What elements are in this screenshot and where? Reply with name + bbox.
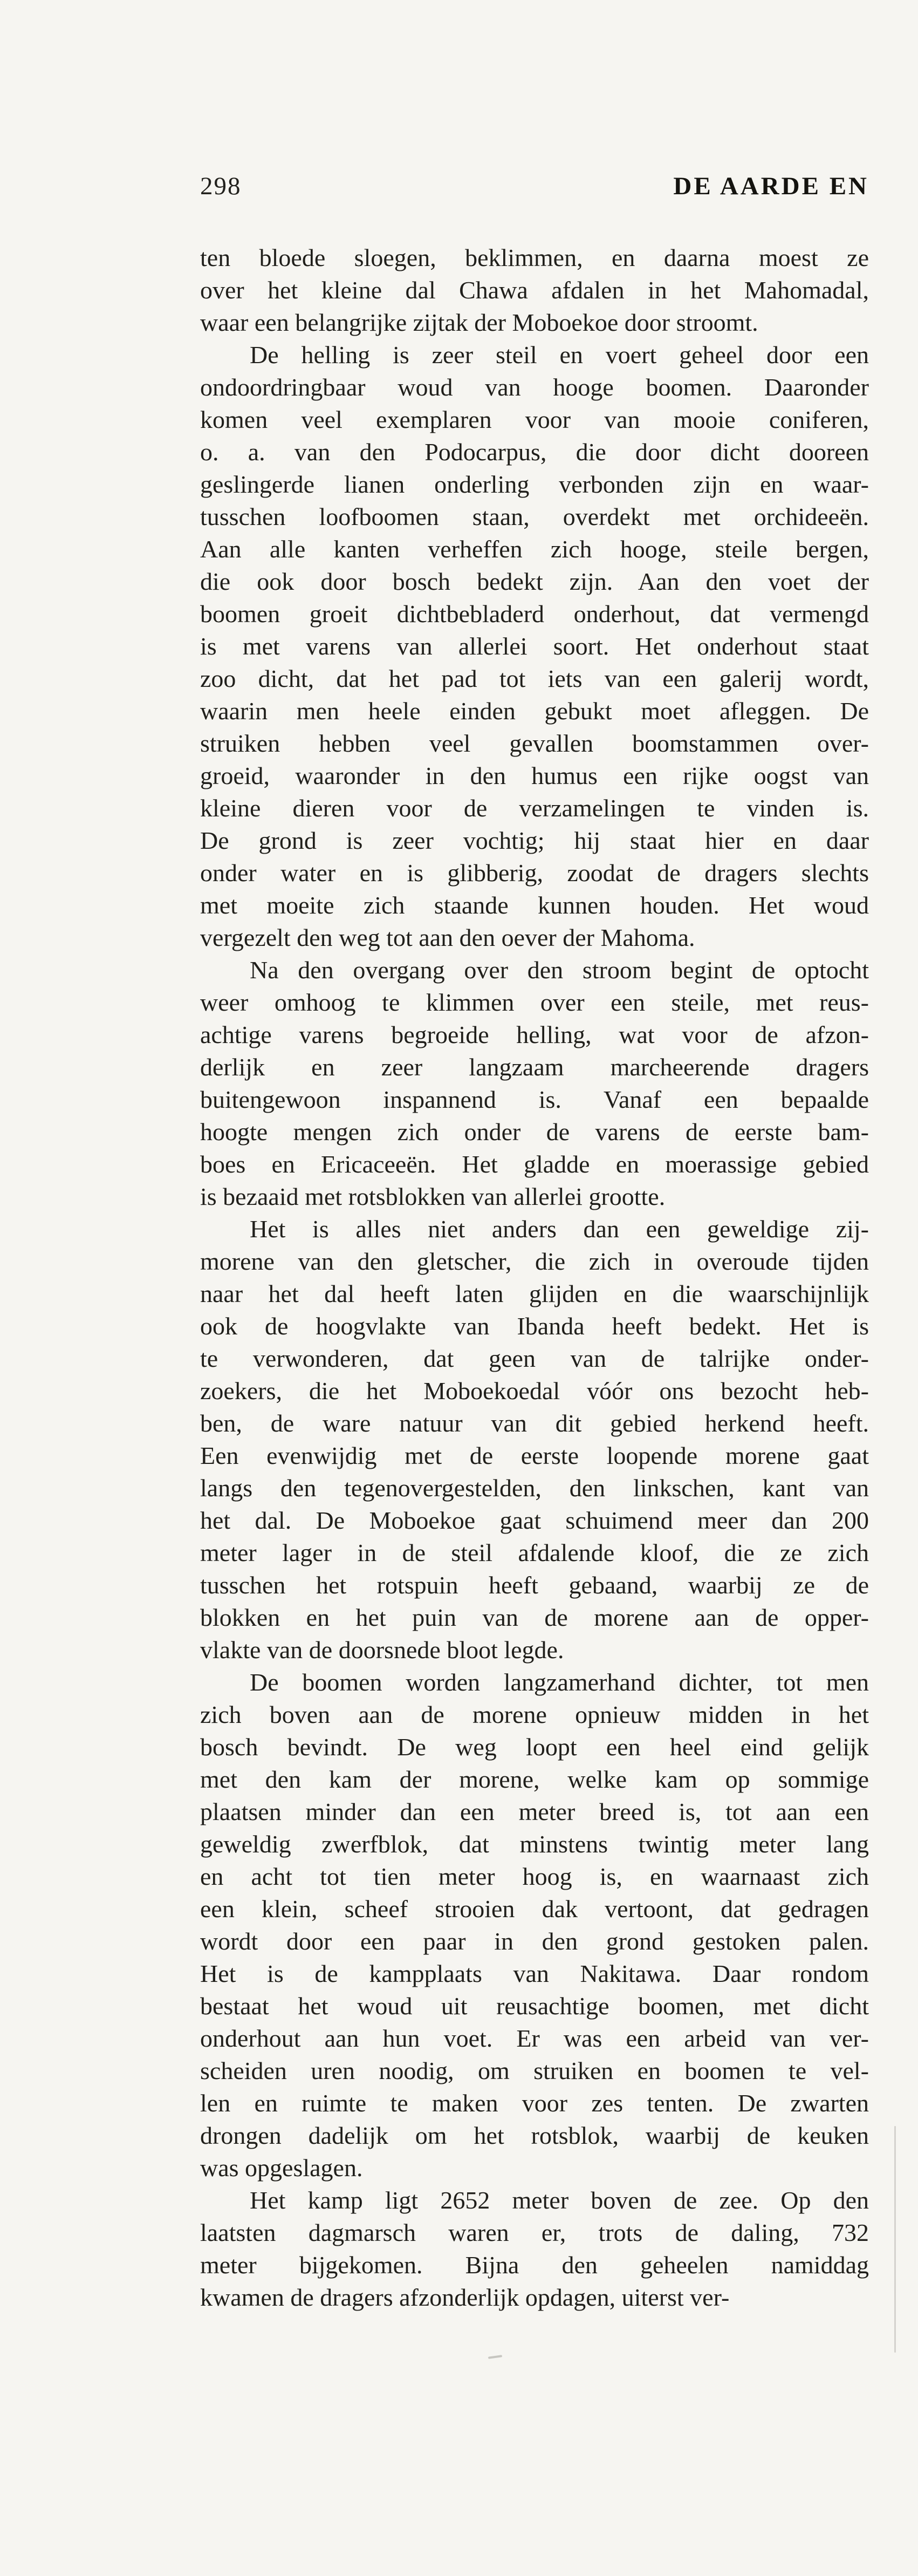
- text-line: bestaat het woud uit reusachtige boomen, met dicht: [200, 1992, 869, 2020]
- text-line: onderhout aan hun voet. Er was een arbeid van ver-: [200, 2025, 869, 2052]
- page-number: 298: [200, 172, 242, 200]
- text-line: boes en Ericaceeën. Het gladde en moerassige gebied: [200, 1150, 869, 1178]
- text-line: Het is de kampplaats van Nakitawa. Daar rondom: [200, 1960, 869, 1987]
- text-line: waar een belangrijke zijtak der Moboekoe door stroomt.: [200, 309, 758, 336]
- text-line: scheiden uren noodig, om struiken en boomen te vel-: [200, 2057, 869, 2084]
- text-line: is bezaaid met rotsblokken van allerlei grootte.: [200, 1183, 666, 1210]
- text-line: het dal. De Moboekoe gaat schuimend meer dan 200: [200, 1507, 869, 1534]
- text-line: ten bloede sloegen, beklimmen, en daarna moest ze: [200, 244, 869, 271]
- scan-artifact-mark: [488, 2355, 502, 2359]
- text-line: te verwonderen, dat geen van de talrijke onder-: [200, 1345, 869, 1372]
- text-line: zoekers, die het Moboekoedal vóór ons bezocht heb-: [200, 1377, 869, 1405]
- paragraph: [200, 1666, 869, 2184]
- text-line: tusschen loofboomen staan, overdekt met orchideeën.: [200, 503, 869, 530]
- text-line: onder water en is glibberig, zoodat de dragers slechts: [200, 859, 869, 887]
- text-line: weer omhoog te klimmen over een steile, met reus-: [200, 989, 869, 1016]
- text-line: zoo dicht, dat het pad tot iets van een galerij wordt,: [200, 665, 869, 692]
- text-line: Aan alle kanten verheffen zich hooge, steile bergen,: [200, 535, 869, 563]
- text-line: meter lager in de steil afdalende kloof, die ze zich: [200, 1539, 869, 1566]
- text-line: boomen groeit dichtbebladerd onderhout, dat vermengd: [200, 600, 869, 628]
- scan-artifact-line: [894, 2126, 896, 2353]
- text-line: met moeite zich staande kunnen houden. Het woud: [200, 891, 869, 919]
- text-line: plaatsen minder dan een meter breed is, tot aan een: [200, 1798, 869, 1825]
- text-line: ondoordringbaar woud van hooge boomen. Daaronder: [200, 373, 869, 401]
- text-line: waarin men heele einden gebukt moet afleggen. De: [200, 697, 869, 725]
- text-line: tusschen het rotspuin heeft gebaand, waarbij ze de: [200, 1571, 869, 1599]
- page-body: [200, 242, 869, 2314]
- text-line: wordt door een paar in den grond gestoken palen.: [200, 1927, 869, 1955]
- text-line: bosch bevindt. De weg loopt een heel eind gelijk: [200, 1733, 869, 1761]
- text-line: hoogte mengen zich onder de varens de eerste bam-: [200, 1118, 869, 1146]
- text-line: derlijk en zeer langzaam marcheerende dragers: [200, 1053, 869, 1081]
- text-line: laatsten dagmarsch waren er, trots de daling, 732: [200, 2219, 869, 2246]
- text-line: komen veel exemplaren voor van mooie coniferen,: [200, 406, 869, 433]
- text-line: De grond is zeer vochtig; hij staat hier en daar: [200, 827, 869, 854]
- paragraph: [200, 339, 869, 954]
- paragraph: [200, 954, 869, 1213]
- paragraph: [200, 242, 869, 339]
- text-line: Het kamp ligt 2652 meter boven de zee. Op den: [250, 2186, 869, 2214]
- text-line: een klein, scheef strooien dak vertoont, dat gedragen: [200, 1895, 869, 1923]
- text-line: geslingerde lianen onderling verbonden zijn en waar-: [200, 471, 869, 498]
- text-line: groeid, waaronder in den humus een rijke oogst van: [200, 762, 869, 789]
- paragraph: [200, 2184, 869, 2314]
- text-line: naar het dal heeft laten glijden en die waarschijnlijk: [200, 1280, 869, 1307]
- text-line: kleine dieren voor de verzamelingen te vinden is.: [200, 794, 869, 822]
- text-line: vergezelt den weg tot aan den oever der Mahoma.: [200, 924, 695, 951]
- text-line: Het is alles niet anders dan een geweldige zij-: [250, 1215, 869, 1243]
- text-line: die ook door bosch bedekt zijn. Aan den voet der: [200, 568, 869, 595]
- text-line: achtige varens begroeide helling, wat voor de afzon-: [200, 1021, 869, 1048]
- text-line: De helling is zeer steil en voert geheel door een: [250, 341, 869, 369]
- text-line: kwamen de dragers afzonderlijk opdagen, uiterst ver-: [200, 2284, 730, 2311]
- text-line: vlakte van de doorsnede bloot legde.: [200, 1636, 564, 1664]
- text-line: morene van den gletscher, die zich in overoude tijden: [200, 1248, 869, 1275]
- text-line: en acht tot tien meter hoog is, en waarnaast zich: [200, 1863, 869, 1890]
- text-line: buitengewoon inspannend is. Vanaf een bepaalde: [200, 1086, 869, 1113]
- text-line: is met varens van allerlei soort. Het onderhout staat: [200, 632, 869, 660]
- text-line: was opgeslagen.: [200, 2154, 363, 2182]
- text-line: meter bijgekomen. Bijna den geheelen namiddag: [200, 2251, 869, 2279]
- text-line: zich boven aan de morene opnieuw midden in het: [200, 1701, 869, 1728]
- running-title: DE AARDE EN: [673, 172, 869, 200]
- text-line: langs den tegenovergestelden, den linkschen, kant van: [200, 1474, 869, 1502]
- text-line: Een evenwijdig met de eerste loopende morene gaat: [200, 1442, 869, 1469]
- paragraph: [200, 1213, 869, 1666]
- text-line: over het kleine dal Chawa afdalen in het Mahomadal,: [200, 276, 869, 304]
- text-line: Na den overgang over den stroom begint de optocht: [250, 956, 869, 984]
- text-line: geweldig zwerfblok, dat minstens twintig meter lang: [200, 1830, 869, 1858]
- text-line: met den kam der morene, welke kam op sommige: [200, 1766, 869, 1793]
- text-line: blokken en het puin van de morene aan de opper-: [200, 1604, 869, 1631]
- text-line: struiken hebben veel gevallen boomstammen over-: [200, 730, 869, 757]
- text-line: o. a. van den Podocarpus, die door dicht dooreen: [200, 438, 869, 466]
- text-line: De boomen worden langzamerhand dichter, tot men: [250, 1668, 869, 1696]
- text-line: len en ruimte te maken voor zes tenten. De zwarten: [200, 2089, 869, 2117]
- page-header: [200, 172, 869, 201]
- text-line: ook de hoogvlakte van Ibanda heeft bedekt. Het is: [200, 1312, 869, 1340]
- text-line: drongen dadelijk om het rotsblok, waarbij de keuken: [200, 2122, 869, 2149]
- text-line: ben, de ware natuur van dit gebied herkend heeft.: [200, 1409, 869, 1437]
